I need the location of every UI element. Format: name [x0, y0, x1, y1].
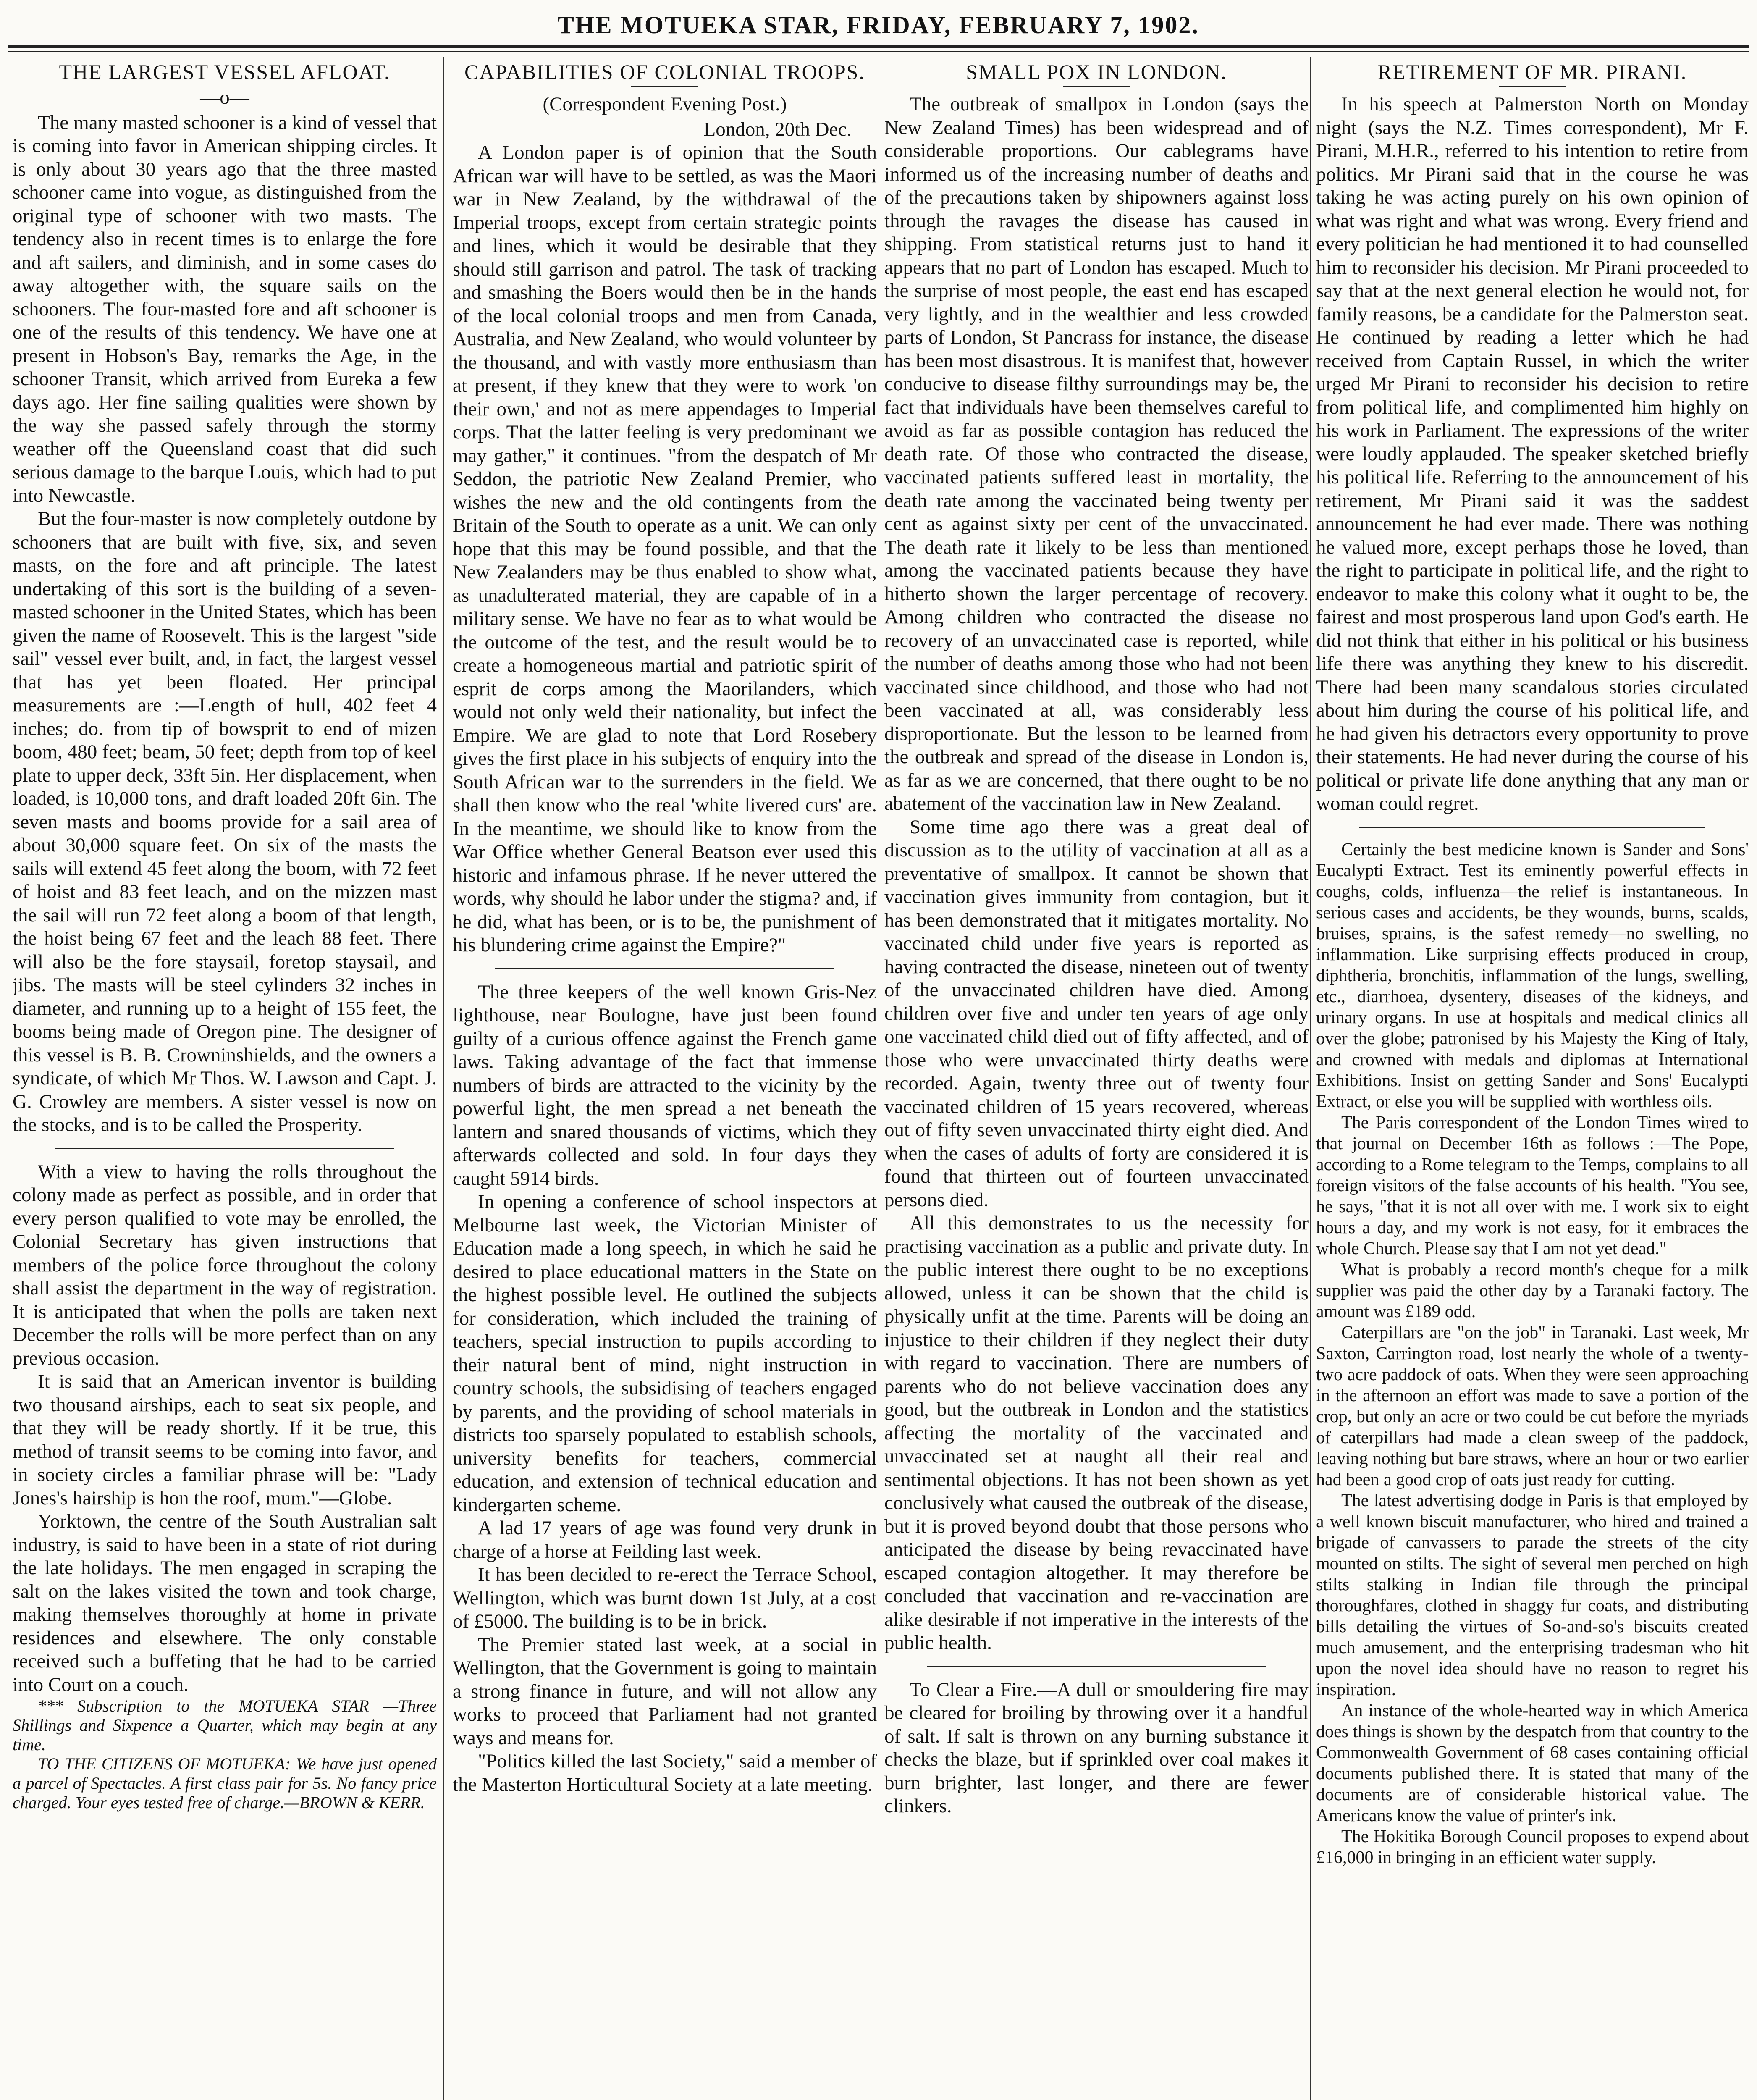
article-paragraph: Some time ago there was a great deal of discussion as to the utility of vaccination at all as a preventative of smallpox. It cannot be shown that vaccination gives immunity from contagion, but it has been demonstrated that it mitigates mortality. No vaccinated child under five years is reported as having contracted the disease, nineteen out of twenty of the unvaccinated children have died. Among children over five and under ten years of age only one vaccinated child died out of fifty affected, and of those who were unvaccinated thirty deaths were recorded. Again, twenty three out of twenty four vaccinated children of 15 years recovered, whereas out of fifty seven unvaccinated thirty eight died. And when the cases of adults of forty are considered it is found that thirteen out of fourteen unvaccinated persons died. [884, 816, 1309, 1211]
article-separator [927, 1666, 1266, 1669]
article-heading: CAPABILITIES OF COLONIAL TROOPS. [464, 60, 865, 84]
column-3 [884, 57, 1309, 2100]
column-divider [443, 57, 444, 2100]
heading-rule [631, 86, 698, 87]
news-item: The Hokitika Borough Council proposes to expend about £16,000 in bringing in an efficient water supply. [1316, 1827, 1749, 1867]
article-separator [55, 1148, 394, 1151]
news-item: Yorktown, the centre of the South Australian salt industry, is said to have been in a state of riot during the late holidays. The men engaged in scraping the salt on the lakes visited the town and took charge, making themselves thoroughly at home in private residences and elsewhere. The only constable received such a buffeting that he had to be carried into Court on a couch. [13, 1510, 437, 1696]
masthead-rule-thin [8, 51, 1749, 52]
news-item: To Clear a Fire.—A dull or smouldering fire may be cleared for broiling by throwing over it a handful of salt. If salt is thrown on any burning substance it checks the blaze, but if sprinkled over coal makes it burn brighter, last longer, and there are fewer clinkers. [884, 1678, 1309, 1817]
article-separator [495, 968, 834, 971]
column-divider [1310, 57, 1311, 2100]
news-item: It has been decided to re-erect the Terrace School, Wellington, which was burnt down 1st July, at a cost of £5000. The building is to be in brick. [453, 1564, 877, 1632]
news-item: "Politics killed the last Society," said a member of the Masterton Horticultural Society at a late meeting. [453, 1750, 877, 1796]
article-paragraph: The many masted schooner is a kind of vessel that is coming into favor in American shipping circles. It is only about 30 years ago that the three masted schooner came into vogue, as distinguished from the original type of schooner with two masts. The tendency also in recent times is to enlarge the fore and aft sailers, and diminish, and in some cases do away altogether with, the square sails on the schooners. The four-masted fore and aft schooner is one of the results of this tendency. We have one at present in Hobson's Bay, remarks the Age, in the schooner Transit, which arrived from Eureka a few days ago. Her fine sailing qualities were shown by the way she passed safely through the stormy weather off the Queensland coast that did such serious damage to the barque Louis, which had to put into Newcastle. [13, 111, 437, 507]
news-item: What is probably a record month's cheque for a milk supplier was paid the other day by a Taranaki factory. The amount was £189 odd. [1316, 1260, 1749, 1321]
article-separator [1359, 827, 1705, 830]
news-item: In opening a conference of school inspectors at Melbourne last week, the Victorian Minister of Education made a long speech, in which he said he desired to place educational matters in the State on the highest possible level. He outlined the subjects for consideration, which included the training of teachers, special instruction to pupils according to their natural bent of mind, night instruction in country schools, the subsidising of teachers engaged by parents, and the providing of school materials in districts too sparsely populated to establish schools, university benefits for teachers, commercial education, and extension of technical education and kindergarten scheme. [453, 1191, 877, 1516]
newspaper-title: THE MOTUEKA STAR, FRIDAY, FEBRUARY 7, 1902. [558, 11, 1199, 39]
article-paragraph: The outbreak of smallpox in London (says the New Zealand Times) has been widespread and of considerable proportions. Our cablegrams have informed us of the increasing number of deaths and of the precautions taken by shipowners against loss through the ravages the disease has caused in shipping. From statistical returns just to hand it appears that no part of London has escaped. Much to the surprise of most people, the east end has escaped very lightly, and in the wealthier and less crowded parts of London, St Pancrass for instance, the disease has been most disastrous. It is manifest that, however conducive to disease filthy surroundings may be, the fact that individuals have been themselves careful to avoid as far as possible contagion has reduced the death rate. Of those who contracted the disease, vaccinated patients suffered least in mortality, the death rate among the vaccinated being twenty per cent as against sixty per cent of the unvaccinated. The death rate it likely to be less than mentioned among the vaccinated patients because they have hitherto shown the larger percentage of recovery. Among children who contracted the disease no recovery of an unvaccinated case is reported, while the number of deaths among those who had not been vaccinated since childhood, and those who had not been vaccinated at all, was considerably less disproportionate. But the lesson to be learned from the outbreak and spread of the disease in London is, as far as we are concerned, that there ought to be no abatement of the vaccination law in New Zealand. [884, 93, 1309, 814]
news-item: The Premier stated last week, at a social in Wellington, that the Government is going to maintain a strong finance in future, and will not allow any works to proceed that Parliament had not granted ways and means for. [453, 1633, 877, 1749]
spectacles-advertisement: TO THE CITIZENS OF MOTUEKA: We have just opened a parcel of Spectacles. A first class pair for 5s. No fancy price charged. Your eyes tested free of charge.—BROWN & KERR. [13, 1754, 437, 1812]
article-paragraph: A London paper is of opinion that the South African war will have to be settled, as was the Maori war in New Zealand, by the withdrawal of the Imperial troops, except from certain strategic points and lines, which it would be desirable that they should still garrison and patrol. The task of tracking and smashing the Boers would then be in the hands of the local colonial troops and men from Canada, Australia, and New Zealand, who would volunteer by the thousand, and with vastly more enthusiasm than at present, if they knew that they were to work 'on their own,' and not as mere appendages to Imperial corps. That the latter feeling is very predominant we may gather," it continues. "from the despatch of Mr Seddon, the patriotic New Zealand Premier, who wishes the new and the old contingents from the Britain of the South to operate as a unit. We can only hope that this may be found possible, and that the New Zealanders may be thus enabled to show what, as unadulterated material, they are capable of in a military sense. We have no fear as to what would be the outcome of the test, and the result would be to create a homogeneous martial and patriotic spirit of esprit de corps among the Maorilanders, which would not only weld their nationality, but infect the Empire. We are glad to note that Lord Rosebery gives the first place in his subjects of enquiry into the South African war to the surrenders in the field. We shall then know who the real 'white livered curs' are. In the meantime, we should like to know from the War Office whether General Beatson ever used this historic and infamous phrase. If he never uttered the words, why should he labor under the stigma? and, if he did, what has been, or is to be, the punishment of his blundering crime against the Empire?" [453, 142, 877, 956]
article-paragraph: But the four-master is now completely outdone by schooners that are built with five, six, and seven masts, on the fore and aft principle. The latest undertaking of this sort is the building of a seven-masted schooner in the United States, which has been given the name of Roosevelt. This is the largest "side sail" vessel ever built, and, in fact, the largest vessel that has yet been floated. Her principal measurements are :—Length of hull, 402 feet 4 inches; do. from tip of bowsprit to end of mizen boom, 480 feet; beam, 50 feet; depth from top of keel plate to upper deck, 33ft 5in. Her displacement, when loaded, is 10,000 tons, and draft loaded 20ft 6in. The seven masts and booms provide for a sail area of about 30,000 square feet. On six of the masts the sails will extend 45 feet along the boom, with 72 feet of hoist and 83 feet leach, and on the mizzen mast the sail will run 72 feet along a boom of that length, the hoist being 67 feet and the leach 88 feet. There will also be the fore staysail, foretop staysail, and jibs. The masts will be steel cylinders 32 inches in diameter, and running up to a height of 155 feet, the booms being made of Oregon pine. The designer of this vessel is B. B. Crowninshields, and the owners a syndicate, of which Mr Thos. W. Lawson and Capt. J. G. Crowley are members. A sister vessel is now on the stocks, and is to be called the Prosperity. [13, 508, 437, 1136]
news-item: An instance of the whole-hearted way in which America does things is shown by the despatch from that country to the Commonwealth Government of 68 cases containing official documents published there. It is stated that many of the documents are of considerable historical value. The Americans know the value of printer's ink. [1316, 1701, 1749, 1825]
article-heading: THE LARGEST VESSEL AFLOAT. [59, 60, 391, 84]
news-item: A lad 17 years of age was found very drunk in charge of a horse at Feilding last week. [453, 1517, 877, 1562]
news-item: The Paris correspondent of the London Times wired to that journal on December 16th as follows :—The Pope, according to a Rome telegram to the Temps, complains to all foreign visitors of the false accounts of his health. "You see, he says, "that it is not all over with me. I work six to eight hours a day, and my work is not easy, for it embraces the whole Church. Please say that I am not yet dead." [1316, 1113, 1749, 1258]
article-source: (Correspondent Evening Post.) [543, 93, 787, 115]
subscription-notice: *** Subscription to the MOTUEKA STAR —Three Shillings and Sixpence a Quarter, which may begin at any time. [13, 1696, 437, 1754]
heading-rule [1499, 86, 1566, 87]
heading-rule [1063, 86, 1130, 87]
eucalypti-advertisement: Certainly the best medicine known is Sander and Sons' Eucalypti Extract. Test its eminently powerful effects in coughs, colds, influenza—the relief is instantaneous. In serious cases and accidents, be they wounds, burns, scalds, bruises, sprains, is the safest remedy—no swelling, no inflammation. Like surprising effects produced in croup, diphtheria, bronchitis, inflammation of the lungs, swelling, etc., diarrhoea, dysentery, diseases of the kidneys, and urinary organs. In use at hospitals and medical clinics all over the globe; patronised by his Majesty the King of Italy, and crowned with medals and diplomas at International Exhibitions. Insist on getting Sander and Sons' Eucalypti Extract, or else you will be supplied with worthless oils. [1316, 840, 1749, 1111]
news-item: The three keepers of the well known Gris-Nez lighthouse, near Boulogne, have just been found guilty of a curious offence against the French game laws. Taking advantage of the fact that immense numbers of birds are attracted to the vicinity by the powerful light, the men spread a net beneath the lantern and snared thousands of victims, which they afterwards collected and sold. In four days they caught 5914 birds. [453, 981, 877, 1189]
column-2 [453, 57, 877, 2100]
news-item: With a view to having the rolls throughout the colony made as perfect as possible, and in order that every person qualified to vote may be enrolled, the Colonial Secretary has given instructions that members of the police force throughout the colony shall assist the department in the way of registration. It is anticipated that when the polls are taken next December the rolls will be more perfect than on any previous occasion. [13, 1160, 437, 1369]
column-1 [13, 57, 437, 2100]
article-paragraph: All this demonstrates to us the necessity for practising vaccination as a public and private duty. In the public interest there ought to be no exceptions allowed, unless it can be shown that the child is physically unfit at the time. Parents will be doing an injustice to their children if they neglect their duty with regard to vaccination. There are numbers of parents who do not believe vaccination does any good, but the outbreak in London and the statistics affecting the mortality of the vaccinated and unvaccinated set at naught all their real and sentimental objections. It has not been shown as yet conclusively what caused the outbreak of the disease, but it is proved beyond doubt that those persons who anticipated the disease by being revaccinated have escaped contagion altogether. It may therefore be concluded that vaccination and re-vaccination are alike desirable if not imperative in the interests of the public health. [884, 1212, 1309, 1654]
article-heading: SMALL POX IN LONDON. [966, 60, 1227, 84]
article-dateline: London, 20th Dec. [703, 118, 852, 140]
column-4 [1316, 57, 1749, 2100]
article-paragraph: In his speech at Palmerston North on Monday night (says the N.Z. Times correspondent), Mr F. Pirani, M.H.R., referred to his intention to retire from politics. Mr Pirani said that in the course he was taking he was acting purely on his own opinion of what was right and what was wrong. Every friend and every politician he had mentioned it to had counselled him to reconsider his decision. Mr Pirani proceeded to say that at the next general election he would not, for family reasons, be a candidate for the Palmerston seat. He continued by reading a letter which he had received from Captain Russel, in which the writer urged Mr Pirani to reconsider his decision to retire from political life, and complimented him highly on his work in Parliament. The expressions of the writer were loudly applauded. The speaker sketched briefly his political life. Referring to the announcement of his retirement, Mr Pirani said it was the saddest announcement he had ever made. There was nothing he valued more, except perhaps those he loved, than the right to participate in political life, and the right to endeavor to make this colony what it ought to be, the fairest and most prosperous land upon God's earth. He did not think that either in his political or his business life there was anything they knew to his discredit. There had been many scandalous stories circulated about him during the course of his political life, and he had given his detractors every opportunity to prove their statements. He had never during the course of his political or private life done anything that any man or woman could regret. [1316, 93, 1749, 814]
article-heading: RETIREMENT OF MR. PIRANI. [1377, 60, 1687, 84]
news-item: The latest advertising dodge in Paris is that employed by a well known biscuit manufacturer, who hired and trained a brigade of canvassers to parade the streets of the city mounted on stilts. The sight of several men perched on high stilts stalking in Indian file through the principal thoroughfares, clothed in shaggy fur coats, and distributing bills detailing the virtues of So-and-so's biscuits created much amusement, and the enterprising tradesman who hit upon the novel idea should have no reason to regret his inspiration. [1316, 1491, 1749, 1699]
news-item: It is said that an American inventor is building two thousand airships, each to seat six people, and that they will be ready shortly. If it be true, this method of transit seems to be coming into favor, and in society circles a familiar phrase will be: "Lady Jones's hairship is hon the roof, mum."—Globe. [13, 1370, 437, 1509]
masthead [0, 0, 1757, 55]
ornament: —o— [200, 87, 249, 108]
news-item: Caterpillars are "on the job" in Taranaki. Last week, Mr Saxton, Carrington road, lost nearly the whole of a twenty-two acre paddock of oats. When they were seen approaching in the afternoon an effort was made to save a portion of the crop, but only an acre or two could be cut before the myriads of caterpillars had made a clean sweep of the paddock, leaving nothing but bare straws, where an hour or two earlier had been a good crop of oats just ready for cutting. [1316, 1323, 1749, 1489]
masthead-rule [8, 45, 1749, 48]
column-divider [878, 57, 879, 2100]
